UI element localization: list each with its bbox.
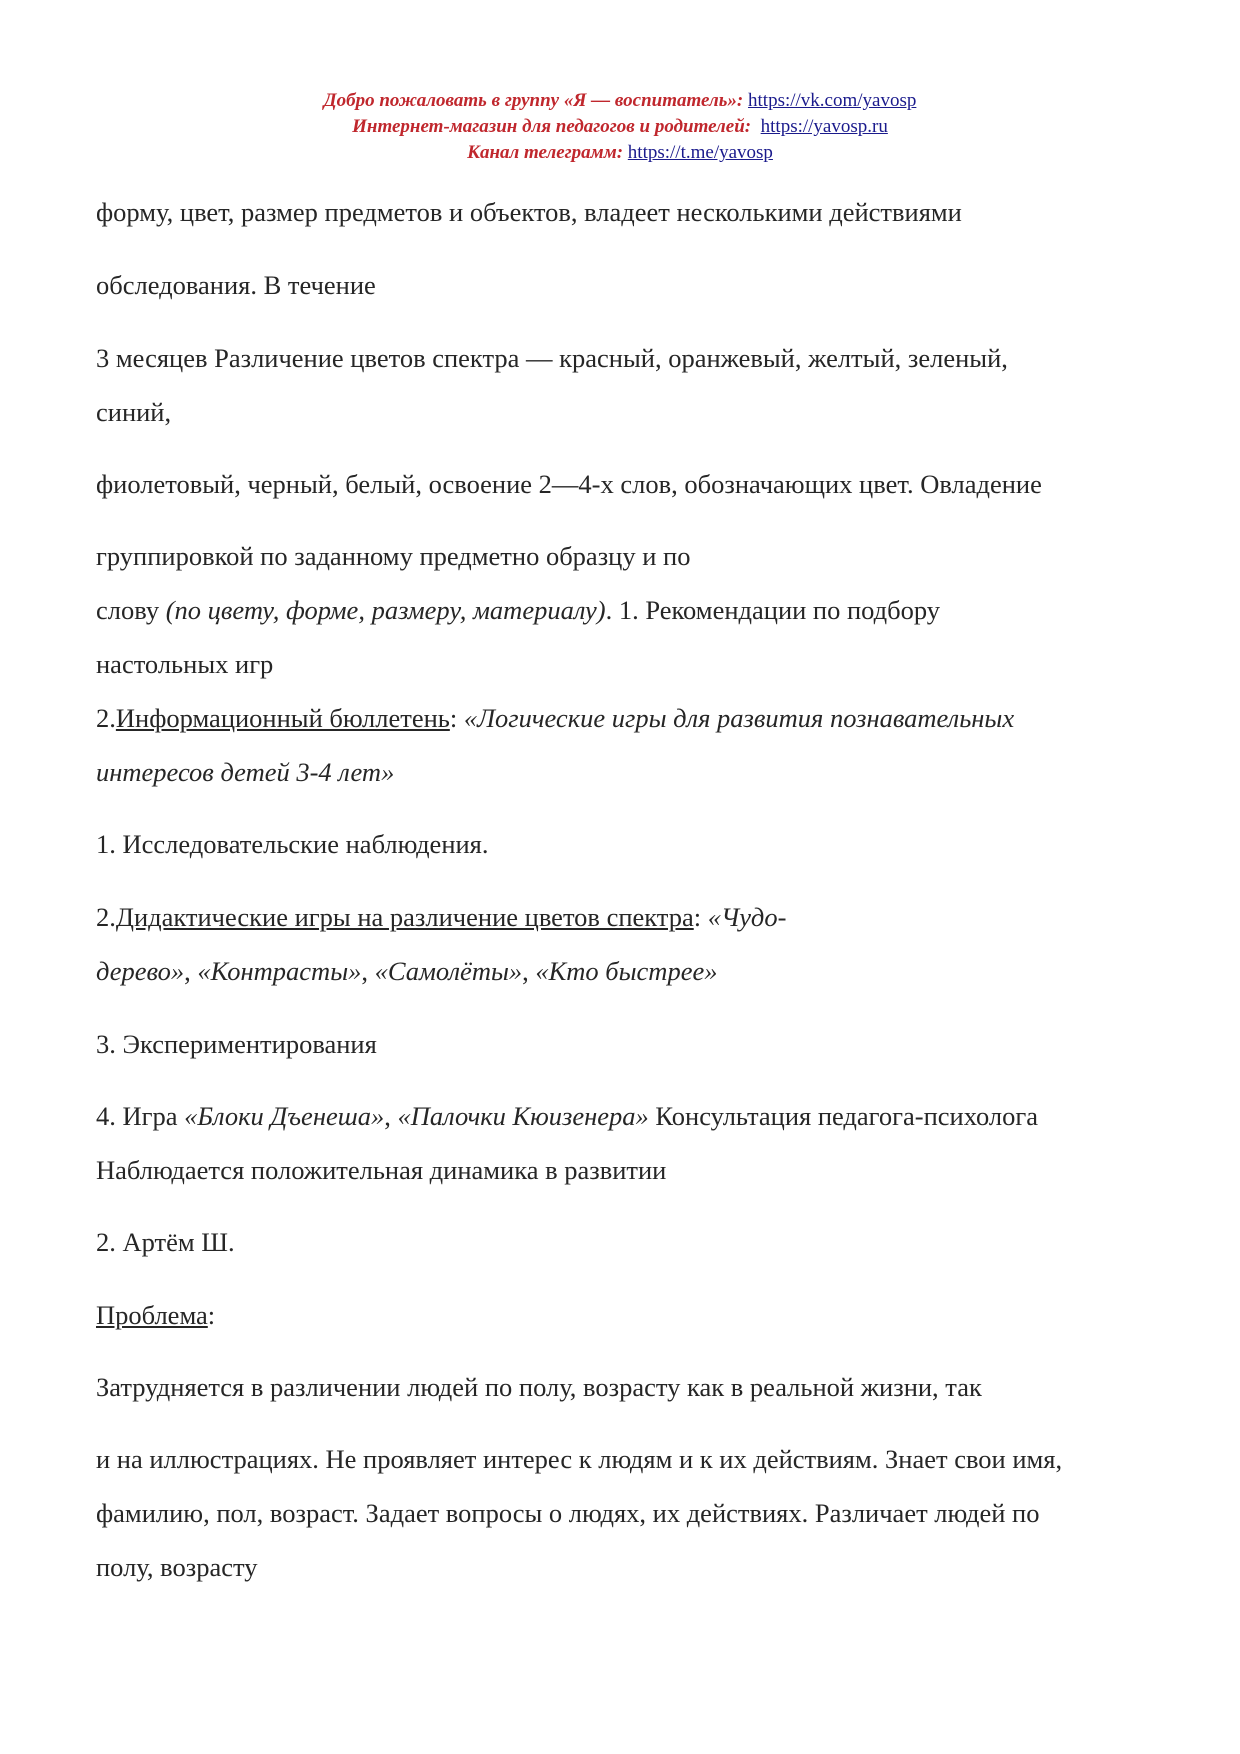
italic-run: «Самолёты» — [374, 956, 523, 986]
text-run: , — [361, 956, 375, 986]
body-line-21: фамилию, пол, возраст. Задает вопросы о людях, их действиях. Различает людей по — [96, 1498, 1040, 1528]
body-line-6: группировкой по заданному предметно образцу и по — [96, 541, 691, 571]
text-run: : — [449, 703, 464, 733]
header-line-shop — [0, 114, 1240, 140]
italic-run: (по цвету, форме, размеру, материалу) — [165, 595, 606, 625]
text-run: , — [184, 956, 198, 986]
telegram-link[interactable]: https://t.me/yavosp — [627, 142, 773, 163]
text-run: , — [522, 956, 536, 986]
text-run: : — [207, 1300, 216, 1330]
group-welcome-text: Добро пожаловать в группу «Я — воспитатель»: — [323, 90, 744, 111]
problem-heading: Проблема — [96, 1300, 208, 1330]
body-line-2: обследования. В течение — [96, 270, 376, 300]
body-line-8: настольных игр — [96, 649, 274, 679]
text-run: 4. Игра — [96, 1101, 185, 1131]
body-line-10: интересов детей 3-4 лет» — [96, 757, 395, 787]
body-line-22: полу, возрасту — [96, 1552, 258, 1582]
body-line-14: 3. Экспериментирования — [96, 1029, 377, 1059]
text-run: 2. — [96, 703, 116, 733]
body-line-3: 3 месяцев Различение цветов спектра — красный, оранжевый, желтый, зеленый, — [96, 343, 1008, 373]
body-line-16: Наблюдается положительная динамика в развитии — [96, 1155, 667, 1185]
page-header — [0, 88, 1240, 166]
text-run: Консультация педагога-психолога — [648, 1101, 1038, 1131]
telegram-label-text: Канал телеграмм: — [467, 142, 624, 163]
body-line-18 — [96, 1300, 215, 1331]
body-line-19: Затрудняется в различении людей по полу, возрасту как в реальной жизни, так — [96, 1372, 982, 1402]
shop-label-text: Интернет-магазин для педагогов и родителей: — [352, 116, 752, 137]
italic-run: «Блоки Дъенеша» — [184, 1101, 385, 1131]
body-line-1: форму, цвет, размер предметов и объектов, владеет несколькими действиями — [96, 197, 962, 227]
body-line-20: и на иллюстрациях. Не проявляет интерес к людям и к их действиям. Знает свои имя, — [96, 1444, 1063, 1474]
body-line-17: 2. Артём Ш. — [96, 1227, 235, 1257]
text-run: слову — [96, 595, 166, 625]
text-run: : — [693, 902, 708, 932]
italic-run: «Чудо- — [707, 902, 787, 932]
body-line-5: фиолетовый, черный, белый, освоение 2—4-х слов, обозначающих цвет. Овладение — [96, 469, 1042, 499]
didactic-games-heading: Дидактические игры на различение цветов спектра — [115, 902, 694, 932]
text-run: 2. — [96, 902, 116, 932]
header-line-group — [0, 88, 1240, 114]
text-run: . 1. Рекомендации по подбору — [605, 595, 941, 625]
italic-run: «Кто быстрее» — [535, 956, 718, 986]
body-line-13 — [96, 956, 717, 987]
body-line-7 — [96, 595, 940, 626]
body-line-11: 1. Исследовательские наблюдения. — [96, 829, 489, 859]
body-line-4: синий, — [96, 397, 172, 427]
italic-run: дерево» — [96, 956, 185, 986]
italic-run: «Палочки Кюизенера» — [397, 1101, 649, 1131]
body-line-9 — [96, 703, 1014, 734]
body-line-15 — [96, 1101, 1038, 1132]
vk-group-link[interactable]: https://vk.com/yavosp — [748, 90, 917, 111]
header-line-telegram — [0, 140, 1240, 166]
shop-link[interactable]: https://yavosp.ru — [760, 116, 888, 137]
bulletin-heading: Информационный бюллетень — [115, 703, 450, 733]
text-run: , — [384, 1101, 398, 1131]
italic-run: «Логические игры для развития познавательных — [463, 703, 1015, 733]
body-line-12 — [96, 902, 786, 933]
italic-run: «Контрасты» — [197, 956, 362, 986]
